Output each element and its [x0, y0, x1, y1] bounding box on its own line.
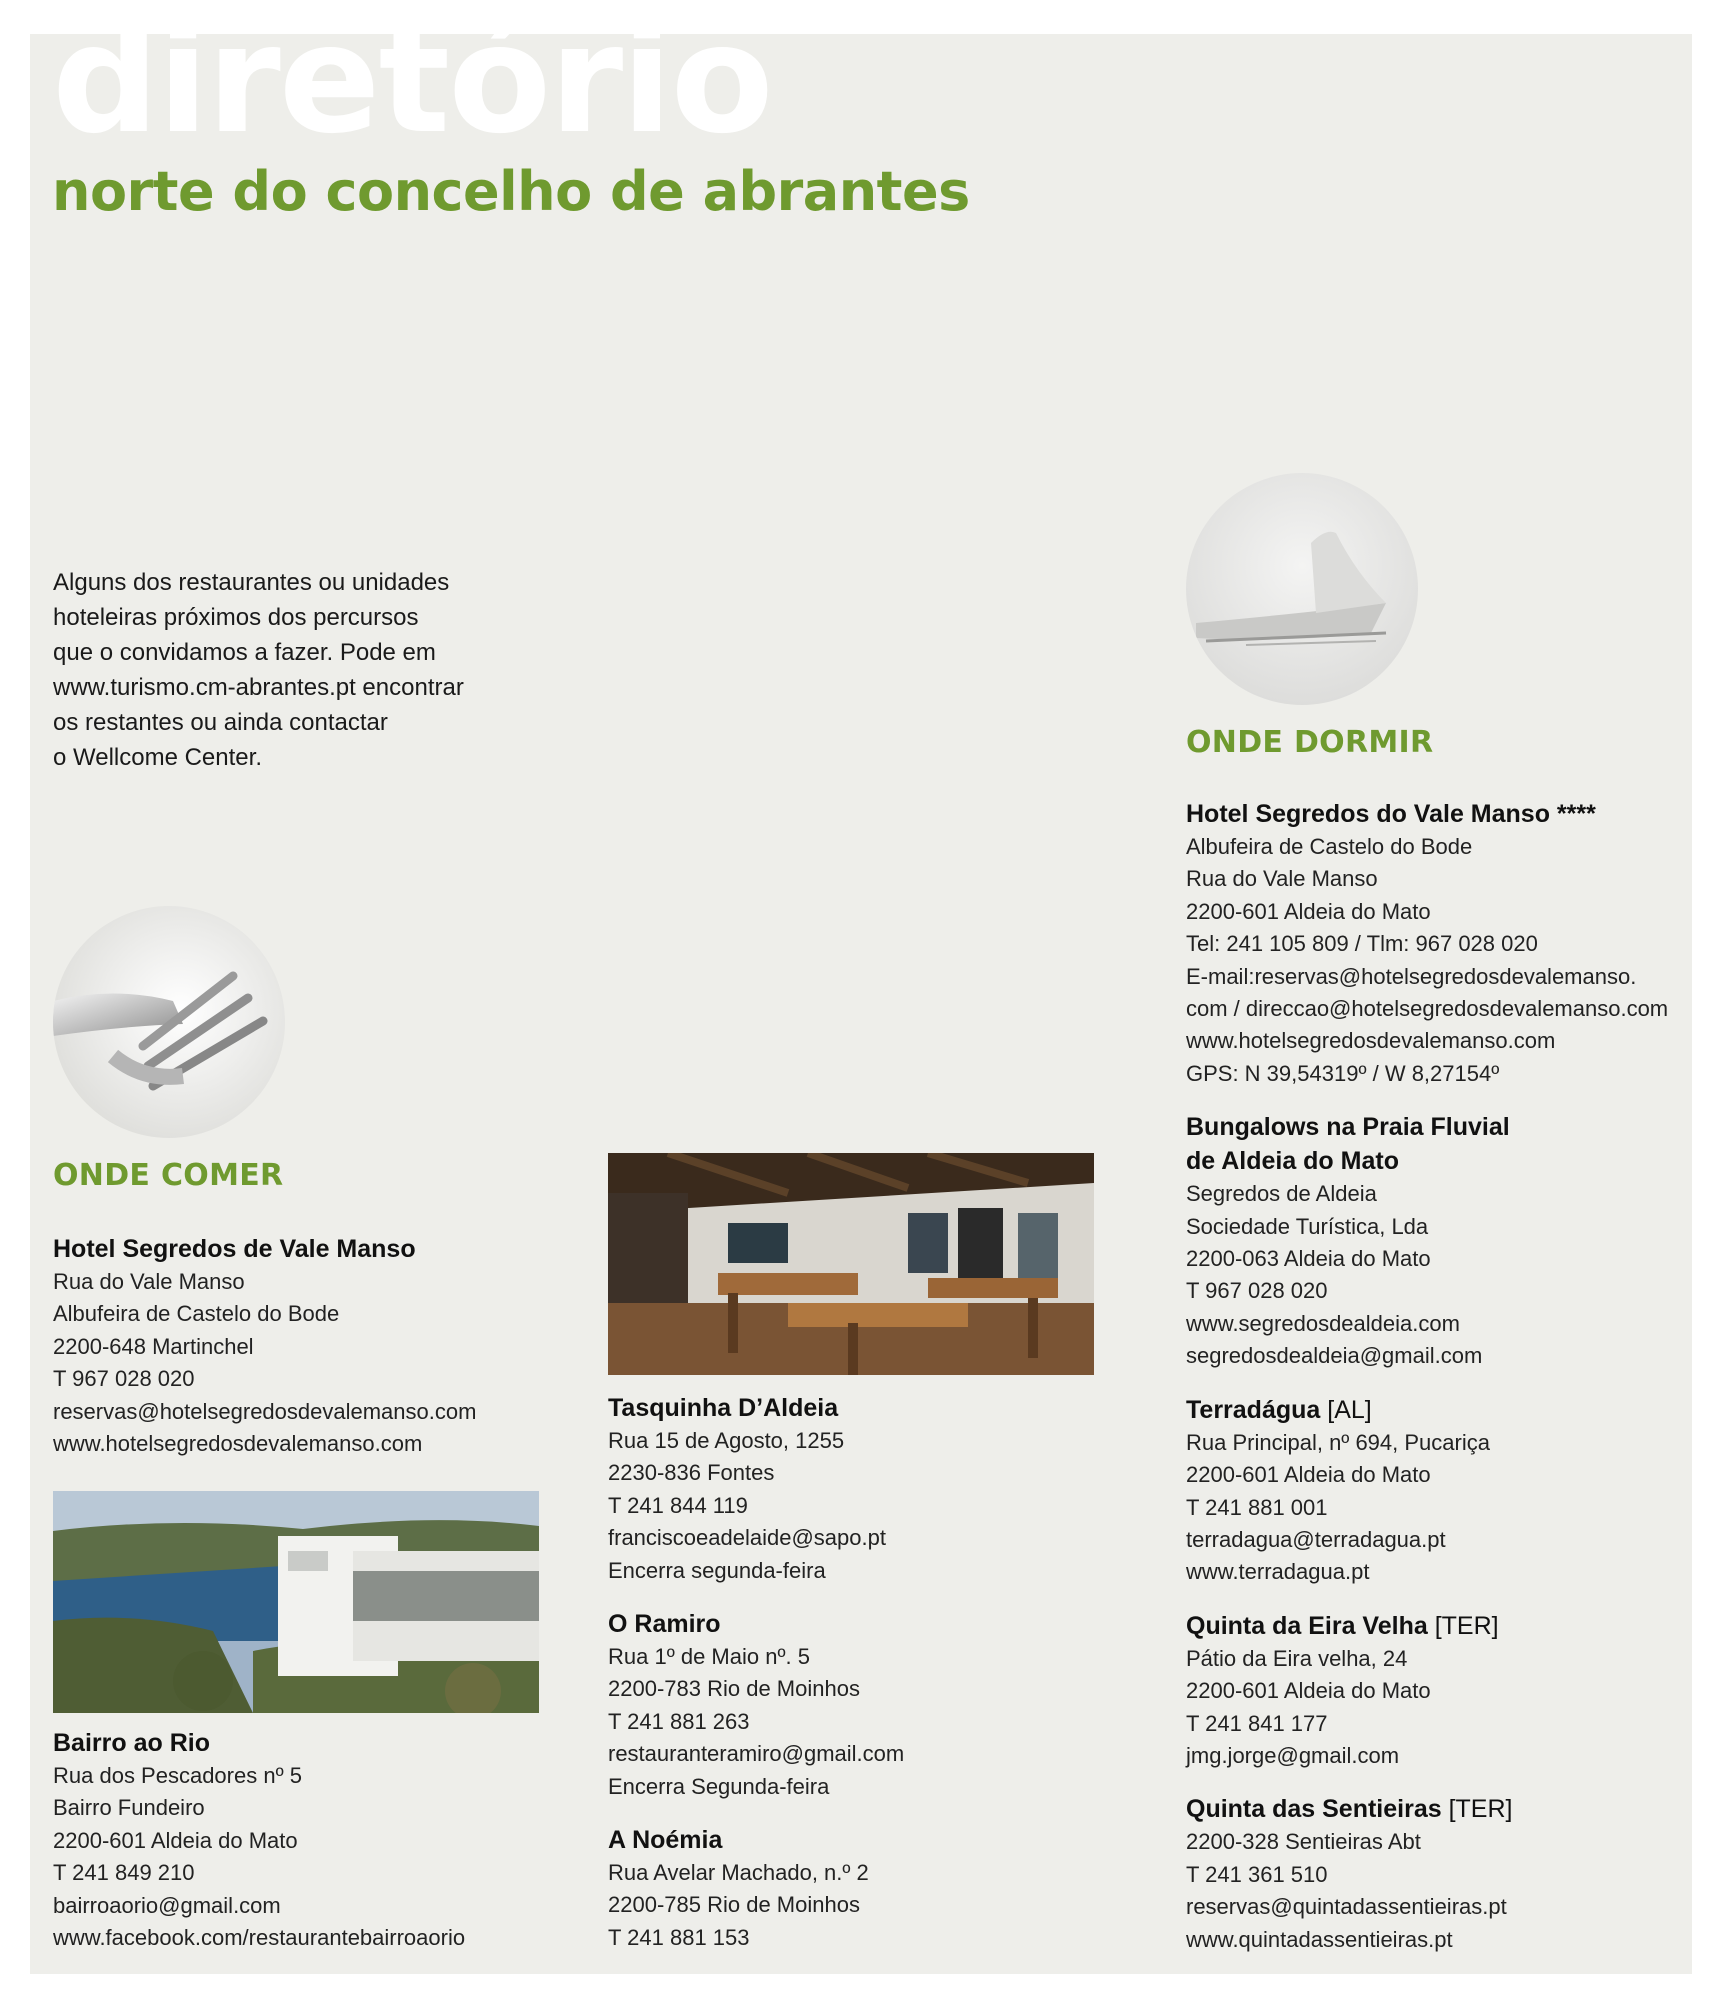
listing-line: 2200-601 Aldeia do Mato [53, 1827, 298, 1853]
listing-line: T 241 841 177 [1186, 1710, 1328, 1736]
dormir-column [1186, 797, 1686, 1976]
listing-name: Tasquinha D’Aldeia [608, 1394, 839, 1422]
listing-line: 2200-601 Aldeia do Mato [1186, 1678, 1431, 1704]
listing-email[interactable]: restauranteramiro@gmail.com [608, 1741, 905, 1767]
listing-website[interactable]: www.quintadassentieiras.pt [1186, 1926, 1453, 1952]
listing-line: T 241 881 153 [608, 1924, 750, 1950]
listing-line: 2200-328 Sentieiras Abt [1186, 1829, 1421, 1855]
listing-email[interactable]: jmg.jorge@gmail.com [1186, 1742, 1400, 1768]
listing-line: Rua Avelar Machado, n.º 2 [608, 1860, 869, 1886]
listing-line: Rua dos Pescadores nº 5 [53, 1763, 302, 1788]
listing-entry [1186, 1792, 1686, 1956]
listing-name: Hotel Segredos do Vale Manso **** [1186, 800, 1596, 828]
page-subtitle: norte do concelho de abrantes [52, 160, 970, 223]
listing-name: Bairro ao Rio [53, 1729, 210, 1757]
listing-line: Pátio da Eira velha, 24 [1186, 1645, 1408, 1671]
listing-tag: [TER] [1448, 1795, 1513, 1824]
listing-tag: [AL] [1327, 1395, 1372, 1424]
listing-line: Rua 1º de Maio nº. 5 [608, 1644, 810, 1670]
listing-email[interactable]: E-mail:reservas@hotelsegredosdevalemanso. [1186, 963, 1637, 989]
listing-line: Segredos de Aldeia [1186, 1181, 1377, 1207]
listing-entry [608, 1823, 1128, 1954]
listing-name: A Noémia [608, 1826, 723, 1855]
listing-name-row [1186, 1393, 1686, 1427]
listing-line: Encerra segunda-feira [608, 1557, 826, 1583]
intro-text [53, 565, 533, 775]
listing-tag: [TER] [1434, 1611, 1499, 1640]
listing-line: 2230-836 Fontes [608, 1460, 775, 1486]
listing-line: Albufeira de Castelo do Bode [53, 1301, 340, 1327]
listing-entry [53, 1726, 573, 1954]
listing-entry [608, 1391, 1128, 1587]
listing-line: T 241 849 210 [53, 1860, 195, 1886]
listing-website[interactable]: www.hotelsegredosdevalemanso.com [1186, 1028, 1556, 1054]
listing-line: Rua 15 de Agosto, 1255 [608, 1428, 845, 1453]
listing-website[interactable]: www.terradagua.pt [1186, 1559, 1370, 1585]
listing-entry [53, 1232, 553, 1460]
listing-email[interactable]: segredosdealdeia@gmail.com [1186, 1343, 1483, 1369]
listing-entry [1186, 1393, 1686, 1589]
listing-name: Bungalows na Praia Fluvial [1186, 1113, 1510, 1142]
listing-name: Quinta das Sentieiras [1186, 1795, 1442, 1824]
listing-line: Rua do Vale Manso [1186, 866, 1378, 892]
listing-entry [1186, 1609, 1686, 1773]
listing-line: T 967 028 020 [1186, 1278, 1328, 1304]
intro-line: o Wellcome Center. [53, 744, 262, 771]
intro-line: Alguns dos restaurantes ou unidades [53, 569, 450, 596]
section-title-onde-dormir: ONDE DORMIR [1186, 725, 1434, 760]
listing-line: T 241 881 001 [1186, 1494, 1328, 1520]
listing-entry [1186, 797, 1686, 1090]
listing-email[interactable]: franciscoeadelaide@sapo.pt [608, 1525, 886, 1551]
section-title-onde-comer: ONDE COMER [53, 1158, 284, 1193]
listing-line: Sociedade Turística, Lda [1186, 1213, 1429, 1239]
listing-email[interactable]: bairroaorio@gmail.com [53, 1892, 281, 1918]
listing-line: Rua do Vale Manso [53, 1269, 245, 1294]
listing-entry [1186, 1110, 1686, 1372]
listing-line: 2200-783 Rio de Moinhos [608, 1676, 860, 1702]
listing-line: Bairro Fundeiro [53, 1795, 205, 1821]
intro-line: www.turismo.cm-abrantes.pt encontrar [53, 674, 464, 701]
listing-website[interactable]: www.hotelsegredosdevalemanso.com [53, 1431, 423, 1457]
comer-column-1 [53, 1232, 553, 1480]
listing-name-cont: de Aldeia do Mato [1186, 1147, 1399, 1176]
listing-name: O Ramiro [608, 1610, 721, 1639]
listing-line: T 967 028 020 [53, 1366, 195, 1392]
boat-photo [1186, 473, 1418, 705]
page-title: diretório [52, 0, 772, 148]
listing-name: Quinta da Eira Velha [1186, 1611, 1428, 1640]
listing-line: Rua Principal, nº 694, Pucariça [1186, 1429, 1490, 1455]
comer-column-2 [608, 1391, 1128, 1974]
listing-website[interactable]: www.segredosdealdeia.com [1186, 1310, 1460, 1336]
listing-line: Tel: 241 105 809 / Tlm: 967 028 020 [1186, 931, 1538, 957]
listing-line: 2200-648 Martinchel [53, 1333, 254, 1359]
listing-line: T 241 361 510 [1186, 1861, 1328, 1887]
listing-line: GPS: N 39,54319º / W 8,27154º [1186, 1060, 1500, 1086]
intro-line: os restantes ou ainda contactar [53, 709, 388, 736]
listing-line: 2200-063 Aldeia do Mato [1186, 1246, 1431, 1272]
listing-name-row [1186, 1609, 1686, 1643]
listing-line: Encerra Segunda-feira [608, 1773, 830, 1799]
listing-email[interactable]: terradagua@terradagua.pt [1186, 1526, 1446, 1552]
listing-line: 2200-601 Aldeia do Mato [1186, 898, 1431, 924]
listing-line: 2200-785 Rio de Moinhos [608, 1892, 860, 1918]
listing-name: Terradágua [1186, 1395, 1321, 1424]
comer-column-1b [53, 1726, 573, 1974]
listing-line: T 241 844 119 [608, 1492, 748, 1518]
tasquinha-interior-photo [608, 1153, 1094, 1375]
listing-email[interactable]: reservas@hotelsegredosdevalemanso.com [53, 1398, 477, 1424]
listing-name-row [1186, 1792, 1686, 1826]
listing-website[interactable]: www.facebook.com/restaurantebairroaorio [53, 1925, 466, 1951]
listing-email[interactable]: com / direccao@hotelsegredosdevalemanso.com [1186, 996, 1669, 1022]
listing-line: T 241 881 263 [608, 1708, 750, 1734]
listing-name: Hotel Segredos de Vale Manso [53, 1235, 416, 1263]
listing-line: 2200-601 Aldeia do Mato [1186, 1462, 1431, 1488]
fork-photo [53, 906, 285, 1138]
listing-email[interactable]: reservas@quintadassentieiras.pt [1186, 1894, 1507, 1920]
listing-entry [608, 1607, 1128, 1803]
intro-line: hoteleiras próximos dos percursos [53, 604, 419, 631]
bairro-ao-rio-photo [53, 1491, 539, 1713]
intro-line: que o convidamos a fazer. Pode em [53, 639, 436, 666]
listing-line: Albufeira de Castelo do Bode [1186, 834, 1473, 859]
